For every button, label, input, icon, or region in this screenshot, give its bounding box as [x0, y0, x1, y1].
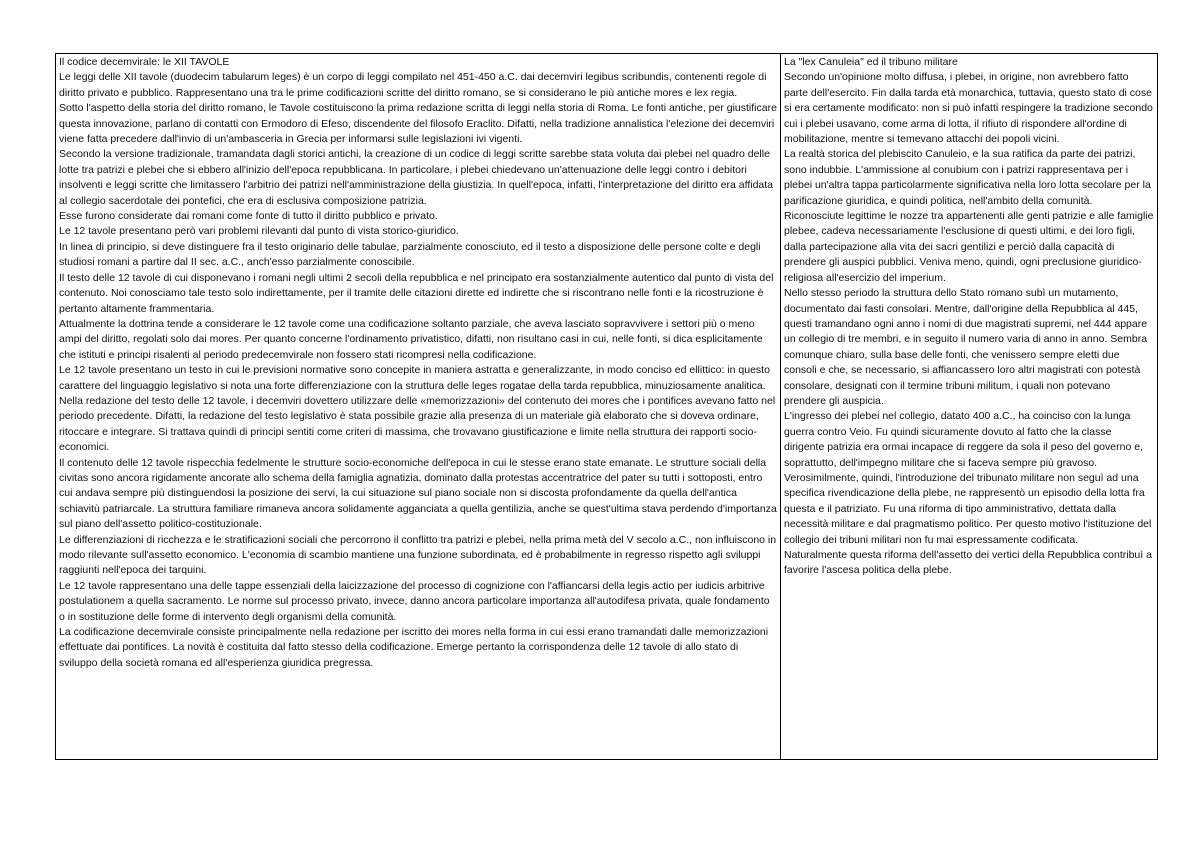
content-table: [55, 53, 1158, 760]
paragraph: La codificazione decemvirale consiste principalmente nella redazione per iscritto dei mores nella forma in cui essi erano tramandati dalle memorizzazioni effettuate dai pontifices. La novità è costituita dal fatto stesso della codificazione. Emerge pertanto la corrispondenza delle 12 tavole di allo stato di sviluppo della società romana ed all'esperienza giuridica pregressa.: [59, 626, 769, 669]
paragraph: Naturalmente questa riforma dell'assetto dei vertici della Repubblica contribuì a favorire l'ascesa politica della plebe.: [784, 549, 1152, 577]
paragraph: Le leggi delle XII tavole (duodecim tabularum leges) è un corpo di leggi compilato nel 451-450 a.C. dai decemviri legibus scribundis, contenenti regole di diritto privato e pubblico. Rappresentano una tra le prime codificazioni scritte del diritto romano, se si considerano le più antiche mores e lex regia.: [59, 71, 767, 99]
paragraph: Sotto l'aspetto della storia del diritto romano, le Tavole costituiscono la prima redazione scritta di leggi nella storia di Roma. Le fonti antiche, per giustificare questa innovazione, parlano di contatti con Ermodoro di Efeso, discendente del filosofo Eraclito. Difatti, nella tradizione annalistica l'elezione dei decemviri viene fatta precedere dall'invio di un'ambasceria in Grecia per informarsi sulle legislazioni ivi vigenti.: [59, 102, 777, 146]
paragraph: Le 12 tavole presentano però vari problemi rilevanti dal punto di vista storico-giuridico.: [59, 225, 459, 238]
right-column-cell: [781, 54, 1158, 760]
paragraph: Secondo un'opinione molto diffusa, i plebei, in origine, non avrebbero fatto parte dell'esercito. Fin dalla tarda età monarchica, tuttavia, questo stato di cose si era certamente modificato: non si può infatti respingere la tradizione secondo cui i plebei usavano, come arma di lotta, il rifiuto di rispondere all'ordine di mobilitazione, mentre si temevano attacchi dei popoli vicini.: [784, 71, 1153, 146]
paragraph: Il contenuto delle 12 tavole rispecchia fedelmente le strutture socio-economiche dell'epoca in cui le stesse erano state emanate. Le strutture sociali della civitas sono ancora rigidamente ancorate allo schema della famiglia agnatizia, dominato dalla protestas accentratrice del pater su tutti i sottoposti, entro cui andava sempre più distinguendosi la posizione dei servi, la cui situazione sul piano sociale non si discosta profondamente da quella dell'antica schiavitù patriarcale. La struttura familiare rimaneva ancora solidamente agganciata a quella gentilizia, anche se quest'ultima stava perdendo d'importanza sul piano dell'assetto politico-costituzionale.: [59, 456, 777, 531]
table-row: [56, 54, 1158, 760]
right-column-title: La "lex Canuleia" ed il tribuno militare: [784, 56, 958, 68]
paragraph: Nello stesso periodo la struttura dello Stato romano subì un mutamento, documentato dai fasti consolari. Mentre, dall'origine della Repubblica al 445, questi tramandano ogni anno i nomi di due magistrati supremi, nel 444 appare un collegio di tre membri, e in seguito il numero varia di anno in anno. Sembra comunque chiaro, sulla base delle fonti, che venissero sempre eletti due consoli e che, se necessario, si affiancassero loro altri magistrati con potestà consolare, designati con il termine tribuni militum, i quali non potevano prendere gli auspicia.: [784, 287, 1148, 407]
paragraph: L'ingresso dei plebei nel collegio, datato 400 a.C., ha coinciso con la lunga guerra contro Veio. Fu quindi sicuramente dovuto al fatto che la classe dirigente patrizia era ormai incapace di reggere da sola il peso del governo e, soprattutto, dell'impegno militare che si faceva sempre più gravoso.: [784, 410, 1143, 469]
paragraph: Il testo delle 12 tavole di cui disponevano i romani negli ultimi 2 secoli della repubblica e nel principato era sostanzialmente autentico dal punto di vista del contenuto. Noi conosciamo tale testo solo indirettamente, per il tramite delle citazioni dirette ed indirette che si riscontrano nelle fonti e la ricostruzione è pertanto altamente frammentaria.: [59, 271, 774, 315]
paragraph: Secondo la versione tradizionale, tramandata dagli storici antichi, la creazione di un codice di leggi scritte sarebbe stata voluta dai plebei nel quadro delle lotte tra patrizi e plebei che si ebbero all'inizio dell'epoca repubblicana. In particolare, i plebei chiedevano un'attenuazione delle leggi contro i debitori insolventi e leggi scritte che limitassero l'arbitrio dei patrizi nell'amministrazione della giustizia. In quell'epoca, infatti, l'interpretazione del diritto era affidata al collegio sacerdotale dei pontefici, che era di esclusiva composizione patrizia.: [59, 148, 774, 207]
paragraph: La realtà storica del plebiscito Canuleio, e la sua ratifica da parte dei patrizi, sono indubbie. L'ammissione al conubium con i patrizi rappresentava per i plebei un'altra tappa particolarmente significativa nella loro lotta secolare per la parificazione giuridica, e quindi politica, nell'ambito della comunità. Riconosciute legittime le nozze tra appartenenti alle genti patrizie e alle famiglie plebee, cadeva necessariamente l'esclusione di questi ultimi, e dei loro figli, dalla partecipazione alla vita dei sacri gentilizi e perciò dalla capacità di prendere gli auspici pubblici. Veniva meno, quindi, ogni preclusione giuridico-religiosa all'esercizio del imperium.: [784, 148, 1154, 284]
left-column-cell: [56, 54, 781, 760]
paragraph: In linea di principio, si deve distinguere fra il testo originario delle tabulae, parzialmente conosciuto, ed il testo a disposizione delle persone colte e degli studiosi romani a partire dal II sec. a.C., anch'esso parzialmente conoscibile.: [59, 240, 761, 269]
paragraph: Nella redazione del testo delle 12 tavole, i decemviri dovettero utilizzare delle «memorizzazioni» del contenuto dei mores che i pontifices avevano fatto nel periodo precedente. Difatti, la redazione del testo legislativo è stata possibile grazie alla presenza di un materiale già elaborato che si doveva ordinare, ritoccare e integrare. Si trattava quindi di principi sentiti come criteri di massima, che trovavano giustificazione e limite nella struttura dei rapporti socio-economici.: [59, 394, 776, 454]
paragraph: Verosimilmente, quindi, l'introduzione del tribunato militare non seguì ad una specifica rivendicazione della plebe, ne rappresentò un episodio della lotta fra questa e il patriziato. Fu una riforma di tipo amministrativo, dettata dalla necessità militare e dal pragmatismo politico. Per questo motivo l'istituzione del collegio dei tribuni militari non fu mai espressamente codificata.: [784, 471, 1152, 546]
paragraph: Le 12 tavole rappresentano una delle tappe essenziali della laicizzazione del processo di cognizione con l'affiancarsi della legis actio per iudicis arbitrive postulationem a quella sacramento. Le norme sul processo privato, invece, danno ancora particolare importanza all'autodifesa privata, quale fondamento o in sostituzione delle forme di intervento degli organismi della comunità.: [59, 579, 770, 623]
paragraph: Attualmente la dottrina tende a considerare le 12 tavole come una codificazione soltanto parziale, che aveva lasciato sopravvivere i settori più o meno ampi del diritto, regolati solo dai mores. Per quanto concerne l'ordinamento privatistico, difatti, non risultano casi in cui, nelle fonti, si dica esplicitamente che istituti e principi risalenti al periodo predecemvirale non fossero stati ricompresi nella codificazione.: [59, 317, 763, 361]
paragraph: Le 12 tavole presentano un testo in cui le previsioni normative sono concepite in maniera astratta e generalizzante, in modo conciso ed ellittico: in questo carattere del linguaggio legislativo si nota una forte differenziazione con la struttura delle leges rogatae della tarda repubblica, minuziosamente analitica.: [59, 364, 770, 392]
paragraph: Le differenziazioni di ricchezza e le stratificazioni sociali che percorrono il conflitto tra patrizi e plebei, nella prima metà del V secolo a.C., non influiscono in modo rilevante sull'assetto economico. L'economia di scambio mantiene una funzione subordinata, ed è probabilmente in regresso rispetto agli sviluppi raggiunti nell'epoca dei tarquini.: [59, 533, 777, 577]
paragraph: Esse furono considerate dai romani come fonte di tutto il diritto pubblico e privato.: [59, 210, 438, 223]
left-column-title: Il codice decemvirale: le XII TAVOLE: [59, 56, 230, 68]
